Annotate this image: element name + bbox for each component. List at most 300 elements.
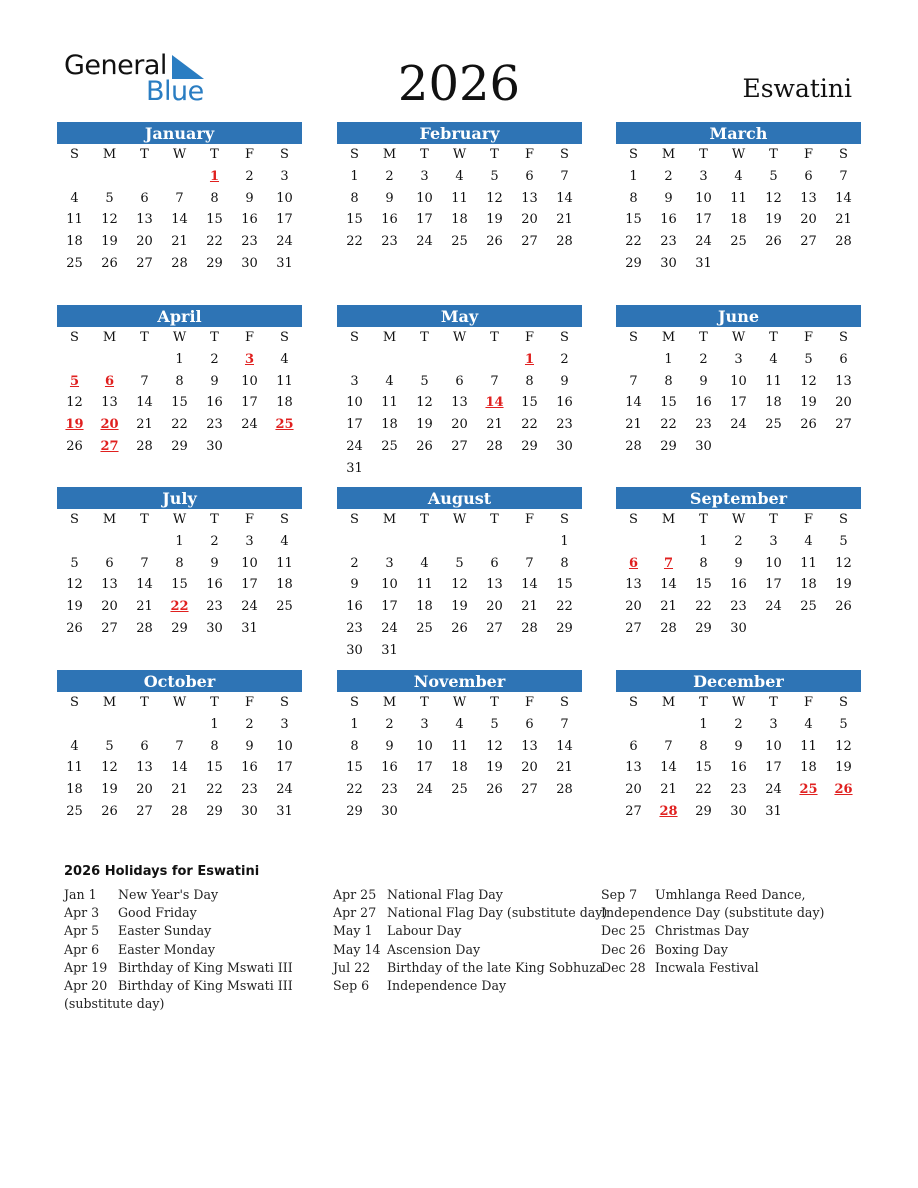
weekday-label: T [140, 147, 149, 162]
weekday-label: T [420, 330, 429, 345]
day-cell: 26 [416, 438, 433, 454]
day-cell: 26 [66, 620, 83, 636]
day-cell: 23 [346, 620, 363, 636]
empty-cell [57, 349, 92, 371]
weekday-label: M [661, 695, 676, 710]
month-january [57, 122, 302, 275]
day-cell: 17 [381, 599, 398, 615]
holiday-day-cell: 28 [659, 803, 678, 819]
day-cell: 25 [66, 255, 83, 271]
day-grid [57, 692, 302, 823]
holiday-date: Apr 6 [64, 941, 100, 957]
day-cell: 22 [346, 782, 363, 798]
weekday-label: M [382, 147, 397, 162]
day-cell: 17 [416, 212, 433, 228]
weekday-label: F [524, 330, 535, 345]
day-cell: 15 [206, 760, 223, 776]
day-cell: 10 [765, 738, 782, 754]
day-cell: 12 [101, 760, 118, 776]
day-cell: 12 [66, 395, 83, 411]
day-cell: 30 [241, 803, 258, 819]
day-cell: 23 [206, 599, 223, 615]
day-cell: 20 [521, 212, 538, 228]
day-cell: 14 [521, 577, 538, 593]
holiday-day-cell: 19 [65, 417, 84, 433]
day-cell: 6 [629, 738, 638, 754]
day-cell: 4 [804, 533, 813, 549]
empty-cell [162, 166, 197, 188]
day-cell: 1 [175, 533, 184, 549]
empty-cell [651, 531, 686, 553]
day-cell: 17 [695, 212, 712, 228]
empty-cell [127, 166, 162, 188]
day-cell: 7 [175, 738, 184, 754]
day-cell: 2 [734, 533, 743, 549]
day-cell: 23 [695, 417, 712, 433]
day-cell: 24 [416, 234, 433, 250]
weekday-label: S [560, 147, 569, 162]
day-cell: 18 [800, 577, 817, 593]
day-cell: 23 [381, 782, 398, 798]
day-cell: 26 [765, 234, 782, 250]
day-cell: 24 [241, 599, 258, 615]
day-cell: 10 [416, 738, 433, 754]
day-cell: 21 [625, 417, 642, 433]
day-cell: 30 [206, 620, 223, 636]
day-cell: 2 [210, 533, 219, 549]
weekday-label: M [382, 695, 397, 710]
weekday-label: F [803, 512, 814, 527]
day-cell: 13 [625, 760, 642, 776]
weekday-label: F [803, 147, 814, 162]
day-cell: 8 [525, 373, 534, 389]
day-cell: 9 [699, 373, 708, 389]
day-grid [57, 509, 302, 640]
day-cell: 31 [346, 460, 363, 476]
holiday-entry [64, 941, 293, 959]
day-cell: 28 [556, 234, 573, 250]
day-cell: 19 [800, 395, 817, 411]
weekday-label: W [452, 512, 467, 527]
day-cell: 20 [835, 395, 852, 411]
day-cell: 3 [734, 351, 743, 367]
day-cell: 13 [101, 577, 118, 593]
day-cell: 6 [105, 555, 114, 571]
day-cell: 2 [734, 716, 743, 732]
day-cell: 7 [839, 168, 848, 184]
day-cell: 25 [381, 438, 398, 454]
day-cell: 18 [381, 417, 398, 433]
day-grid [337, 144, 582, 253]
day-cell: 3 [280, 716, 289, 732]
day-cell: 22 [695, 782, 712, 798]
weekday-label: T [699, 330, 708, 345]
holiday-date: Dec 25 [601, 923, 646, 939]
weekday-label: S [839, 330, 848, 345]
weekday-label: T [140, 330, 149, 345]
weekday-label: S [839, 512, 848, 527]
day-cell: 21 [660, 599, 677, 615]
day-cell: 13 [800, 190, 817, 206]
weekday-label: F [244, 330, 255, 345]
day-cell: 7 [175, 190, 184, 206]
holiday-date: Dec 26 [601, 941, 646, 957]
day-cell: 21 [521, 599, 538, 615]
day-cell: 1 [210, 716, 219, 732]
day-cell: 12 [101, 212, 118, 228]
weekday-label: T [769, 512, 778, 527]
day-cell: 8 [629, 190, 638, 206]
day-cell: 24 [346, 438, 363, 454]
weekday-label: T [769, 330, 778, 345]
day-cell: 13 [521, 738, 538, 754]
day-cell: 6 [839, 351, 848, 367]
weekday-label: W [731, 147, 746, 162]
day-cell: 29 [695, 803, 712, 819]
day-cell: 27 [625, 803, 642, 819]
day-cell: 5 [839, 716, 848, 732]
empty-cell [407, 531, 442, 553]
day-cell: 17 [276, 760, 293, 776]
day-cell: 17 [241, 395, 258, 411]
empty-cell [372, 349, 407, 371]
weekday-label: S [350, 330, 359, 345]
day-cell: 9 [385, 190, 394, 206]
day-cell: 22 [521, 417, 538, 433]
holiday-entry [333, 941, 607, 959]
holiday-day-cell: 7 [663, 555, 674, 571]
holiday-name-continued: Independence Day (substitute day) [601, 905, 825, 921]
day-cell: 8 [699, 555, 708, 571]
day-cell: 12 [800, 373, 817, 389]
holiday-name: Incwala Festival [655, 959, 759, 975]
day-cell: 25 [66, 803, 83, 819]
day-cell: 29 [556, 620, 573, 636]
day-cell: 18 [765, 395, 782, 411]
day-cell: 22 [695, 599, 712, 615]
holidays-title: 2026 Holidays for Eswatini [64, 864, 260, 879]
day-cell: 5 [804, 351, 813, 367]
holiday-entry [601, 959, 824, 977]
day-cell: 21 [171, 782, 188, 798]
day-cell: 14 [171, 760, 188, 776]
weekday-label: M [102, 512, 117, 527]
day-cell: 2 [560, 351, 569, 367]
day-cell: 27 [835, 417, 852, 433]
holiday-column [601, 886, 824, 977]
day-cell: 28 [171, 255, 188, 271]
weekday-label: S [280, 512, 289, 527]
day-cell: 24 [276, 782, 293, 798]
weekday-label: S [839, 147, 848, 162]
day-cell: 27 [521, 782, 538, 798]
month-august [337, 487, 582, 662]
month-october [57, 670, 302, 823]
day-cell: 10 [416, 190, 433, 206]
weekday-label: F [244, 147, 255, 162]
day-cell: 11 [276, 555, 293, 571]
day-grid [616, 692, 861, 823]
day-cell: 7 [560, 168, 569, 184]
day-cell: 18 [66, 782, 83, 798]
holiday-day-cell: 5 [69, 373, 80, 389]
day-cell: 30 [730, 803, 747, 819]
day-cell: 5 [455, 555, 464, 571]
day-cell: 17 [276, 212, 293, 228]
weekday-label: M [661, 330, 676, 345]
day-cell: 21 [171, 234, 188, 250]
holiday-entry [64, 904, 293, 922]
empty-cell [57, 714, 92, 736]
day-cell: 4 [280, 533, 289, 549]
day-cell: 11 [451, 738, 468, 754]
day-cell: 23 [206, 417, 223, 433]
holiday-entry [601, 941, 824, 959]
day-cell: 26 [835, 599, 852, 615]
day-cell: 10 [346, 395, 363, 411]
day-cell: 11 [416, 577, 433, 593]
holiday-entry [601, 886, 824, 904]
holiday-entry [333, 922, 607, 940]
holiday-entry [601, 922, 824, 940]
holiday-day-cell: 26 [834, 782, 853, 798]
day-cell: 30 [206, 438, 223, 454]
empty-cell [442, 531, 477, 553]
month-header: June [616, 305, 861, 327]
day-cell: 31 [765, 803, 782, 819]
holiday-name: Christmas Day [655, 923, 749, 939]
day-cell: 7 [140, 555, 149, 571]
day-cell: 22 [171, 417, 188, 433]
day-cell: 25 [451, 234, 468, 250]
day-cell: 29 [346, 803, 363, 819]
holiday-date: Apr 5 [64, 923, 100, 939]
day-cell: 8 [175, 555, 184, 571]
weekday-label: T [769, 147, 778, 162]
day-cell: 13 [486, 577, 503, 593]
weekday-label: S [629, 147, 638, 162]
day-cell: 2 [350, 555, 359, 571]
day-cell: 15 [521, 395, 538, 411]
day-cell: 5 [769, 168, 778, 184]
day-cell: 12 [835, 555, 852, 571]
day-cell: 3 [350, 373, 359, 389]
empty-cell [616, 531, 651, 553]
holiday-day-cell: 25 [275, 417, 294, 433]
holiday-name: Independence Day [387, 978, 507, 994]
day-cell: 20 [625, 599, 642, 615]
day-cell: 31 [381, 642, 398, 658]
day-cell: 8 [175, 373, 184, 389]
weekday-label: F [524, 695, 535, 710]
holiday-day-cell: 20 [100, 417, 119, 433]
day-cell: 16 [556, 395, 573, 411]
month-december [616, 670, 861, 823]
weekday-label: T [420, 512, 429, 527]
day-cell: 15 [346, 760, 363, 776]
day-cell: 29 [171, 438, 188, 454]
day-cell: 9 [664, 190, 673, 206]
day-cell: 1 [560, 533, 569, 549]
day-cell: 1 [699, 533, 708, 549]
empty-cell [337, 349, 372, 371]
day-cell: 4 [769, 351, 778, 367]
day-cell: 19 [451, 599, 468, 615]
empty-cell [616, 714, 651, 736]
day-cell: 18 [276, 577, 293, 593]
holiday-date: May 14 [333, 941, 381, 957]
holiday-name: Birthday of the late King Sobhuza [387, 959, 604, 975]
holiday-entry [64, 886, 293, 904]
holiday-day-cell: 14 [485, 395, 504, 411]
day-cell: 5 [490, 716, 499, 732]
day-cell: 9 [210, 555, 219, 571]
day-cell: 18 [66, 234, 83, 250]
day-cell: 6 [525, 716, 534, 732]
day-cell: 28 [660, 620, 677, 636]
day-cell: 28 [136, 620, 153, 636]
month-may [337, 305, 582, 480]
day-cell: 3 [420, 168, 429, 184]
day-cell: 16 [381, 760, 398, 776]
day-cell: 27 [136, 255, 153, 271]
weekday-label: S [70, 695, 79, 710]
day-cell: 17 [241, 577, 258, 593]
holiday-date: Sep 7 [601, 887, 638, 902]
day-cell: 10 [276, 738, 293, 754]
empty-cell [92, 166, 127, 188]
month-july [57, 487, 302, 640]
day-cell: 21 [136, 417, 153, 433]
day-cell: 19 [101, 782, 118, 798]
day-cell: 19 [765, 212, 782, 228]
holiday-entry [333, 904, 607, 922]
day-cell: 24 [276, 234, 293, 250]
weekday-label: W [452, 147, 467, 162]
empty-cell [477, 531, 512, 553]
day-cell: 3 [769, 533, 778, 549]
month-header: March [616, 122, 861, 144]
weekday-label: T [490, 512, 499, 527]
day-cell: 6 [140, 738, 149, 754]
day-cell: 4 [385, 373, 394, 389]
day-cell: 13 [101, 395, 118, 411]
day-cell: 15 [171, 577, 188, 593]
day-cell: 28 [521, 620, 538, 636]
holiday-name: Easter Monday [118, 941, 215, 957]
day-cell: 16 [206, 395, 223, 411]
logo-blue-text: Blue [146, 76, 204, 107]
holiday-column [333, 886, 607, 995]
day-cell: 11 [451, 190, 468, 206]
empty-cell [372, 531, 407, 553]
weekday-label: W [172, 147, 187, 162]
holiday-name: Umhlanga Reed Dance, [655, 887, 806, 902]
weekday-label: S [70, 147, 79, 162]
holiday-date: Apr 25 [333, 887, 377, 902]
day-cell: 30 [381, 803, 398, 819]
holiday-day-cell: 22 [170, 599, 189, 615]
day-cell: 25 [416, 620, 433, 636]
day-cell: 21 [556, 212, 573, 228]
weekday-label: F [524, 147, 535, 162]
day-cell: 2 [385, 716, 394, 732]
day-cell: 16 [241, 212, 258, 228]
day-cell: 5 [105, 190, 114, 206]
month-header: August [337, 487, 582, 509]
holiday-date: Apr 20 [64, 978, 108, 994]
weekday-label: T [769, 695, 778, 710]
day-cell: 19 [101, 234, 118, 250]
day-cell: 30 [241, 255, 258, 271]
day-cell: 6 [140, 190, 149, 206]
day-cell: 12 [486, 190, 503, 206]
day-cell: 4 [420, 555, 429, 571]
day-cell: 4 [804, 716, 813, 732]
weekday-label: F [803, 330, 814, 345]
weekday-label: T [420, 695, 429, 710]
empty-cell [477, 349, 512, 371]
day-cell: 1 [699, 716, 708, 732]
day-cell: 2 [210, 351, 219, 367]
day-cell: 7 [490, 373, 499, 389]
day-cell: 9 [350, 577, 359, 593]
day-cell: 22 [625, 234, 642, 250]
holiday-name: Boxing Day [655, 941, 728, 957]
day-cell: 14 [136, 395, 153, 411]
holiday-name-continued: (substitute day) [64, 996, 165, 1012]
day-cell: 31 [276, 255, 293, 271]
day-grid [616, 509, 861, 640]
holiday-name: Ascension Day [387, 941, 481, 957]
day-cell: 16 [730, 760, 747, 776]
day-cell: 10 [241, 373, 258, 389]
day-cell: 2 [385, 168, 394, 184]
day-cell: 13 [625, 577, 642, 593]
holiday-date: Jan 1 [64, 887, 97, 902]
day-cell: 12 [835, 738, 852, 754]
day-cell: 20 [101, 599, 118, 615]
holiday-name: National Flag Day (substitute day) [387, 905, 608, 921]
day-cell: 15 [206, 212, 223, 228]
weekday-label: M [102, 330, 117, 345]
day-cell: 1 [175, 351, 184, 367]
day-cell: 5 [70, 555, 79, 571]
day-cell: 6 [455, 373, 464, 389]
day-cell: 16 [206, 577, 223, 593]
day-cell: 22 [206, 782, 223, 798]
day-grid [57, 327, 302, 458]
day-cell: 20 [136, 234, 153, 250]
empty-cell [407, 349, 442, 371]
empty-cell [127, 349, 162, 371]
day-grid [616, 327, 861, 458]
day-cell: 4 [70, 738, 79, 754]
day-cell: 20 [451, 417, 468, 433]
weekday-label: T [699, 147, 708, 162]
day-cell: 18 [800, 760, 817, 776]
weekday-label: T [490, 330, 499, 345]
holiday-name: Labour Day [387, 923, 462, 939]
country-name: Eswatini [742, 74, 852, 103]
day-cell: 28 [171, 803, 188, 819]
day-cell: 19 [835, 760, 852, 776]
day-cell: 20 [521, 760, 538, 776]
day-cell: 8 [350, 738, 359, 754]
weekday-label: W [172, 695, 187, 710]
weekday-label: T [490, 147, 499, 162]
holiday-day-cell: 1 [209, 168, 220, 184]
